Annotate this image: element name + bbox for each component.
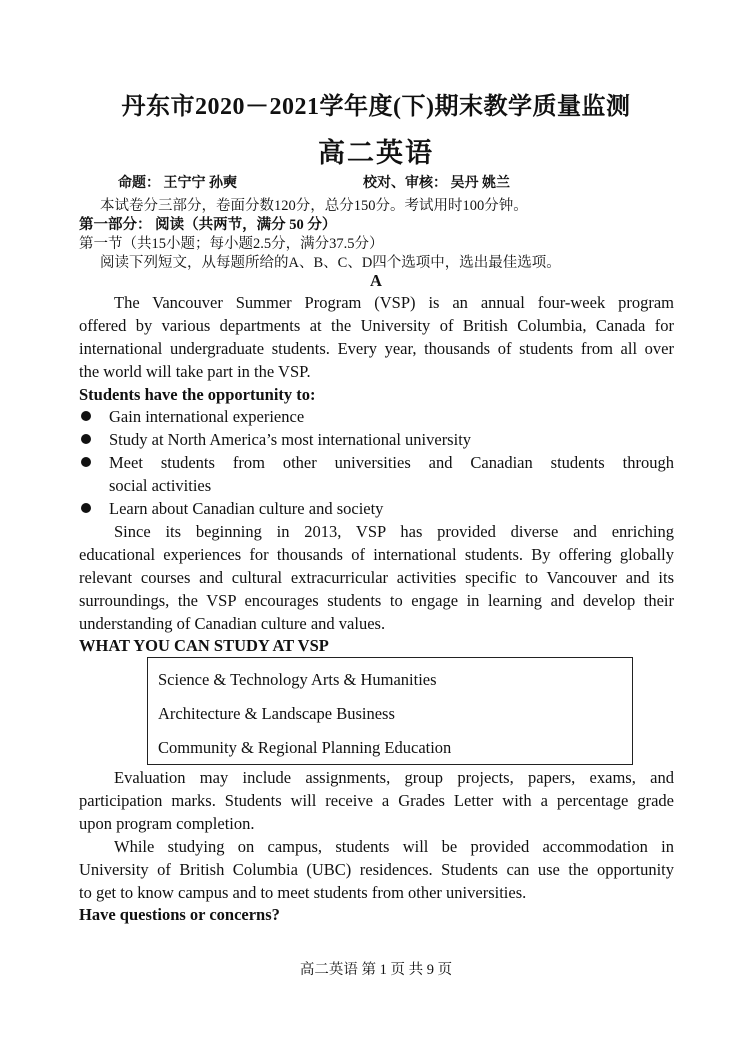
questions-heading: Have questions or concerns? bbox=[79, 905, 280, 924]
para1-line: offered by various departments at the University of British Columbia, Canada for bbox=[79, 316, 674, 335]
bullet-item: Meet students from other universities and Canadian students through bbox=[109, 453, 674, 472]
para1-line: The Vancouver Summer Program (VSP) is an annual four-week program bbox=[114, 293, 674, 312]
para3-line: upon program completion. bbox=[79, 814, 255, 833]
page-footer: 高二英语 第 1 页 共 9 页 bbox=[299, 962, 453, 978]
para4-line: University of British Columbia (UBC) residences. Students can use the opportunity bbox=[79, 860, 674, 879]
section1-heading: 第一节（共15小题；每小题2.5分，满分37.5分） bbox=[79, 236, 384, 252]
passage-label: A bbox=[370, 271, 382, 290]
bullet-icon bbox=[81, 503, 91, 513]
bullet-item: Gain international experience bbox=[109, 407, 305, 426]
subject-title: 高二英语 bbox=[318, 138, 434, 168]
para4-line: to get to know campus and to meet students from other universities. bbox=[79, 883, 527, 902]
para2-line: Since its beginning in 2013, VSP has provided diverse and enriching bbox=[114, 522, 674, 541]
para2-line: surroundings, the VSP encourages students to engage in learning and develop their bbox=[79, 591, 674, 610]
para2-line: relevant courses and cultural extracurricular activities specific to Vancouver and its bbox=[79, 568, 674, 587]
para3-line: Evaluation may include assignments, group projects, papers, exams, and bbox=[114, 768, 674, 787]
bullet-item: Study at North America’s most international university bbox=[109, 430, 472, 449]
para2-line: educational experiences for thousands of international students. By offering globally bbox=[79, 545, 674, 564]
reading-instruction: 阅读下列短文，从每题所给的A、B、C、D四个选项中，选出最佳选项。 bbox=[100, 255, 561, 271]
exam-intro: 本试卷分三部分，卷面分数120分，总分150分。考试用时100分钟。 bbox=[100, 198, 528, 214]
para1-line: international undergraduate students. Every year, thousands of students from all over bbox=[79, 339, 674, 358]
para4-line: While studying on campus, students will be provided accommodation in bbox=[114, 837, 674, 856]
para1-line: the world will take part in the VSP. bbox=[79, 362, 311, 381]
reviewers: 校对、审核： 吴丹 姚兰 bbox=[363, 176, 510, 191]
study-box-line: Science & Technology Arts & Humanities bbox=[158, 670, 437, 689]
study-box-line: Architecture & Landscape Business bbox=[158, 704, 395, 723]
bullet-item: Learn about Canadian culture and society bbox=[109, 499, 384, 518]
study-subjects-box bbox=[147, 657, 633, 765]
study-heading: WHAT YOU CAN STUDY AT VSP bbox=[79, 636, 329, 655]
para3-line: participation marks. Students will receive a Grades Letter with a percentage grade bbox=[79, 791, 674, 810]
bullet-item-continuation: social activities bbox=[109, 476, 212, 495]
bullet-icon bbox=[81, 457, 91, 467]
study-box-line: Community & Regional Planning Education bbox=[158, 738, 452, 757]
bullet-icon bbox=[81, 434, 91, 444]
opportunity-heading: Students have the opportunity to: bbox=[79, 385, 316, 404]
exam-title: 丹东市2020－2021学年度(下)期末教学质量监测 bbox=[121, 94, 631, 120]
bullet-icon bbox=[81, 411, 91, 421]
setters: 命题： 王宁宁 孙奭 bbox=[118, 176, 237, 191]
para2-line: understanding of Canadian culture and values. bbox=[79, 614, 386, 633]
part1-heading: 第一部分： 阅读（共两节，满分 50 分） bbox=[79, 217, 337, 233]
